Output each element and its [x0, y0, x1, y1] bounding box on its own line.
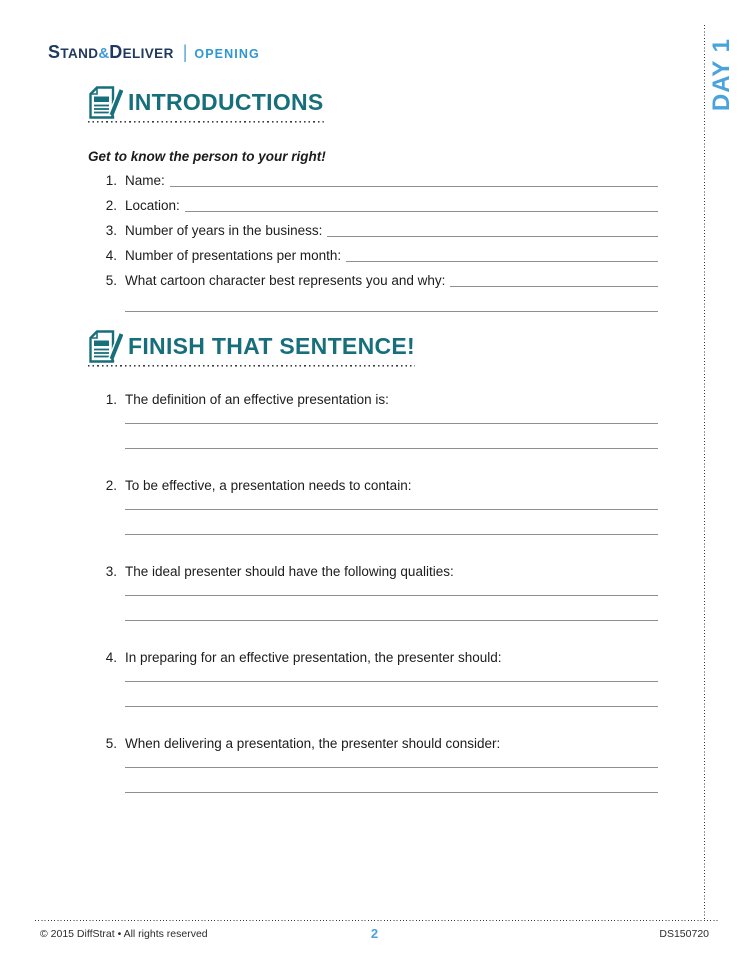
answer-lines	[125, 409, 658, 449]
item-label: Name:	[125, 173, 165, 188]
answer-lines	[125, 667, 658, 707]
answer-line	[125, 753, 658, 768]
document-pencil-icon	[88, 330, 123, 363]
brand-module-label: OPENING	[194, 47, 260, 61]
item-number: 1.	[105, 173, 117, 188]
answer-line	[125, 495, 658, 510]
item-label: In preparing for an effective presentation, the presenter should:	[125, 650, 502, 665]
answer-lines	[125, 581, 658, 621]
item-label: The ideal presenter should have the following qualities:	[125, 564, 454, 579]
item-number: 3.	[105, 564, 117, 579]
list-item	[88, 272, 658, 290]
answer-line	[185, 211, 658, 212]
item-number: 1.	[105, 392, 117, 407]
brand-divider: |	[182, 42, 188, 62]
section-finish-that-sentence	[88, 330, 658, 793]
document-pencil-icon	[88, 86, 123, 119]
footer-doc-code: DS150720	[659, 928, 709, 940]
answer-line	[125, 768, 658, 793]
section-title: FINISH THAT SENTENCE!	[128, 333, 415, 359]
item-label: Location:	[125, 198, 180, 213]
item-number: 2.	[105, 478, 117, 493]
answer-line	[346, 261, 658, 262]
list-item	[88, 391, 658, 449]
answer-line	[327, 236, 658, 237]
item-prompt	[88, 735, 658, 753]
item-label: Number of presentations per month:	[125, 248, 342, 263]
worksheet-content	[88, 86, 658, 821]
list-item	[88, 649, 658, 707]
item-label: The definition of an effective presentation is:	[125, 392, 389, 407]
section-intro-text: Get to know the person to your right!	[88, 149, 326, 164]
brand-logo	[48, 42, 260, 63]
answer-line	[125, 510, 658, 535]
list-item	[88, 172, 658, 190]
heading-dotted-underline	[88, 365, 415, 367]
introductions-list	[88, 172, 658, 312]
item-prompt	[88, 649, 658, 667]
brand-second-rest: ELIVER	[122, 46, 174, 61]
section-heading	[88, 86, 324, 123]
answer-lines	[125, 495, 658, 535]
answer-line	[125, 409, 658, 424]
item-label: What cartoon character best represents you and why:	[125, 273, 446, 288]
answer-line	[450, 286, 658, 287]
answer-line	[125, 424, 658, 449]
list-item	[88, 477, 658, 535]
answer-line	[125, 596, 658, 621]
answer-line	[170, 186, 658, 187]
item-number: 4.	[105, 248, 117, 263]
vertical-dotted-divider	[704, 25, 705, 920]
brand-first-rest: TAND	[60, 46, 99, 61]
list-item	[88, 222, 658, 240]
footer-copyright: © 2015 DiffStrat • All rights reserved	[40, 928, 208, 940]
brand-second-initial: D	[109, 42, 123, 62]
item-number: 4.	[105, 650, 117, 665]
answer-line	[125, 581, 658, 596]
finish-sentence-list	[88, 391, 658, 793]
item-prompt	[88, 563, 658, 581]
item-label: To be effective, a presentation needs to contain:	[125, 478, 412, 493]
section-title: INTRODUCTIONS	[128, 89, 324, 115]
item-number: 5.	[105, 273, 117, 288]
item-prompt	[88, 477, 658, 495]
brand-ampersand: &	[98, 45, 110, 62]
item-number: 5.	[105, 736, 117, 751]
list-item	[88, 247, 658, 265]
brand-first-initial: S	[48, 42, 61, 62]
footer-page-number: 2	[370, 926, 379, 941]
item-number: 3.	[105, 223, 117, 238]
item-prompt	[88, 391, 658, 409]
item-label: When delivering a presentation, the presenter should consider:	[125, 736, 501, 751]
list-item	[88, 563, 658, 621]
answer-line	[125, 311, 658, 312]
answer-line	[125, 682, 658, 707]
day-tab-label: DAY 1	[708, 38, 735, 112]
heading-dotted-underline	[88, 121, 324, 123]
item-number: 2.	[105, 198, 117, 213]
answer-lines	[125, 753, 658, 793]
list-item	[88, 197, 658, 215]
section-heading	[88, 330, 415, 367]
footer-dotted-divider	[35, 920, 718, 921]
answer-line	[125, 667, 658, 682]
list-item	[88, 735, 658, 793]
section-introductions	[88, 86, 658, 312]
item-label: Number of years in the business:	[125, 223, 323, 238]
